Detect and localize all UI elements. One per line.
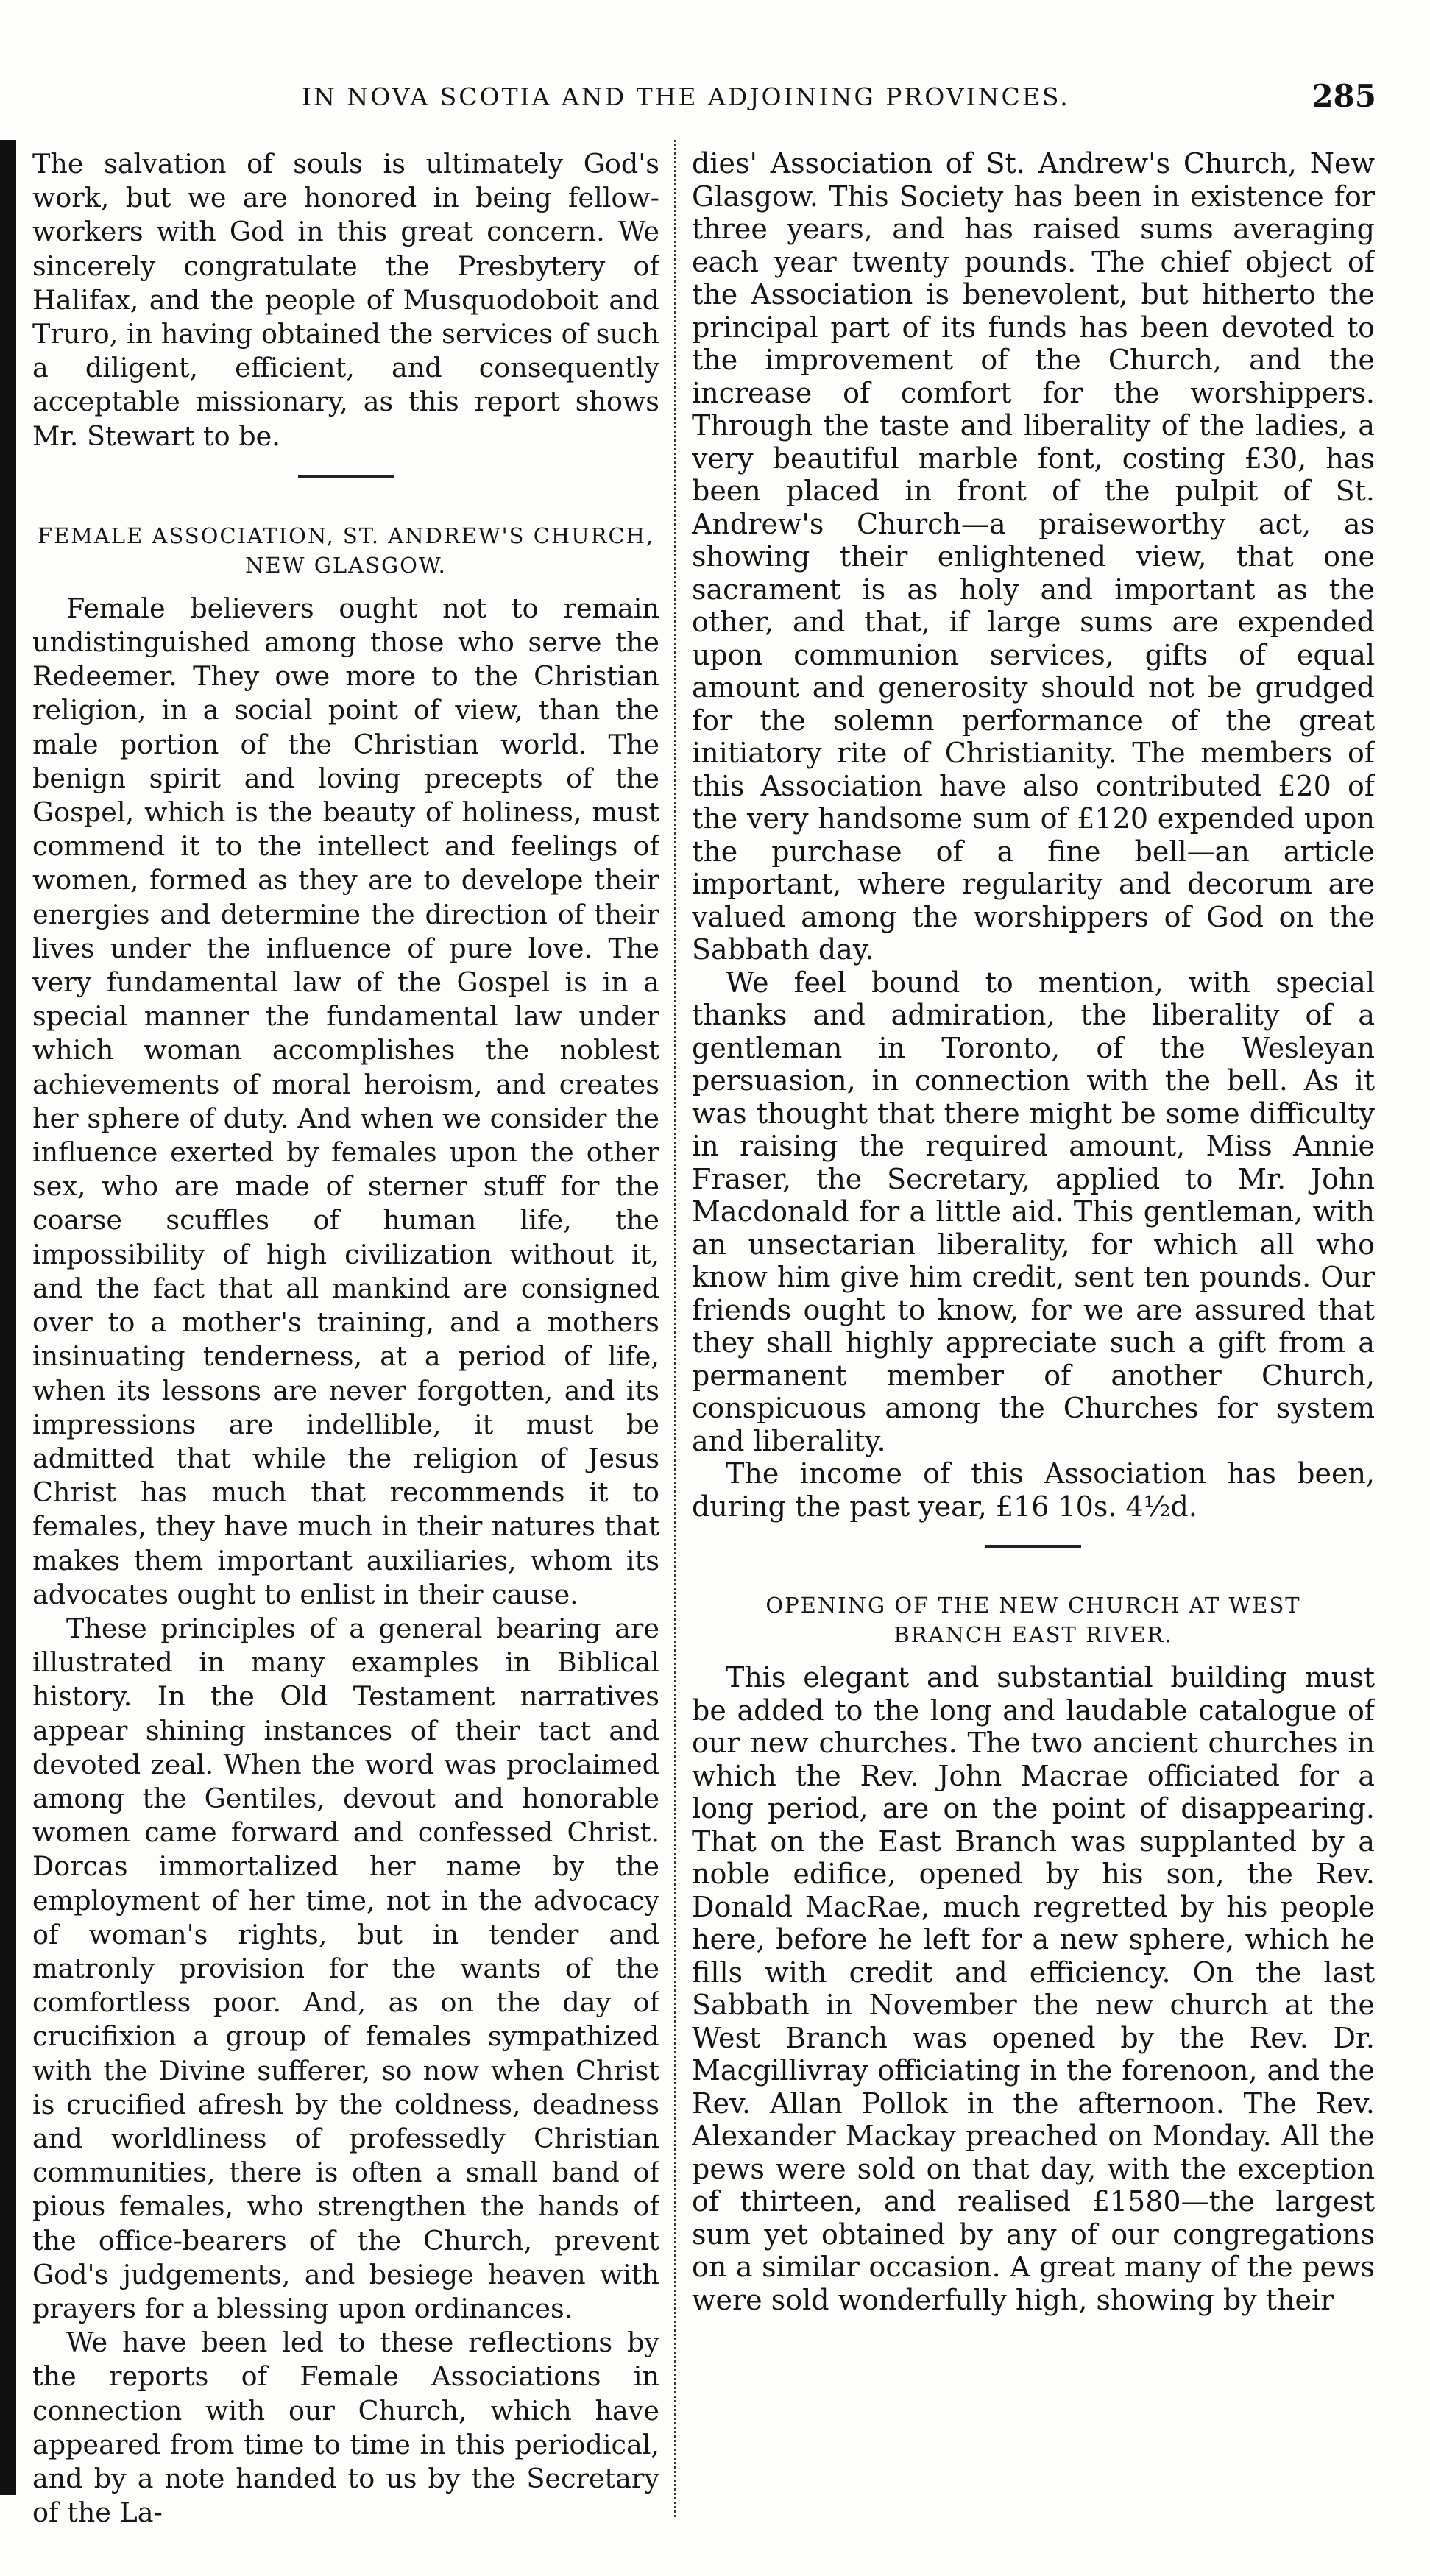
heading-line: BRANCH EAST RIVER. [893, 1622, 1173, 1647]
paragraph: This elegant and substantial building must be added to the long and laudable catalogue of our new churches. The two ancient churches in which the Rev. John Macrae officiated for a long period, are on the point of disappearing. That on the East Branch was supplanted by a noble edifice, opened by his son, the Rev. Donald MacRae, much regretted by his people here, before he left for a new sphere, which he fills with credit and efficiency. On the last Sabbath in November the new church at the West Branch was opened by the Rev. Dr. Macgillivray officiating in the forenoon, and the Rev. Allan Pollok in the afternoon. The Rev. Alexander Mackay preached on Monday. All the pews were sold on that day, with the exception of thirteen, and realised £1580—the largest sum yet obtained by any of our congregations on a similar occasion. A great many of the pews were sold wonderfully high, showing by their [692, 1661, 1375, 2316]
section-rule [985, 1545, 1081, 1548]
section-rule [298, 475, 394, 478]
paragraph: dies' Association of St. Andrew's Church, New Glasgow. This Society has been in existence for three years, and has raised sums averaging each year twenty pounds. The chief object of the Association is benevolent, but hitherto the principal part of its funds has been devoted to the improvement of the Church, and the increase of comfort for the worshippers. Through the taste and liberality of the ladies, a very beautiful marble font, costing £30, has been placed in front of the pulpit of St. Andrew's Church—a praiseworthy act, as showing their enlightened view, that one sacrament is as holy and important as the other, and that, if large sums are expended upon communion services, gifts of equal amount and generosity should not be grudged for the solemn performance of the great initiatory rite of Christianity. The members of this Association have also contributed £20 of the very handsome sum of £120 expended upon the purchase of a fine bell—an article important, where regularity and decorum are valued among the worshippers of God on the Sabbath day. [692, 147, 1375, 966]
paragraph: We have been led to these reflections by the reports of Female Associations in connection with our Church, which have appeared from time to time in this periodical, and by a note handed to us by the Secretary of the La- [32, 2326, 659, 2529]
paragraph: We feel bound to mention, with special thanks and admiration, the liberality of a gentleman in Toronto, of the Wesleyan persuasion, in connection with the bell. As it was thought that there might be some difficulty in raising the required amount, Miss Annie Fraser, the Secretary, applied to Mr. John Macdonald for a little aid. This gentleman, with an unsectarian liberality, for which all who know him give him credit, sent ten pounds. Our friends ought to know, for we are assured that they shall highly appreciate such a gift from a permanent member of another Church, conspicuous among the Churches for system and liberality. [692, 966, 1375, 1457]
paragraph: Female believers ought not to remain undistinguished among those who serve the Redeemer. They owe more to the Christian religion, in a social point of view, than the male portion of the Christian world. The benign spirit and loving precepts of the Gospel, which is the beauty of holiness, must commend it to the intellect and feelings of women, formed as they are to develope their energies and determine the direction of their lives under the influence of pure love. The very fundamental law of the Gospel is in a special manner the fundamental law under which woman accomplishes the noblest achievements of moral heroism, and creates her sphere of duty. And when we consider the influence exerted by females upon the other sex, who are made of sterner stuff for the coarse scuffles of human life, the impossibility of high civilization without it, and the fact that all mankind are consigned over to a mother's training, and a mothers insinuating tenderness, at a period of life, when its lessons are never forgotten, and its impressions are indellible, it must be admitted that while the religion of Jesus Christ has much that recommends it to females, they have much in their natures that makes them important auxiliaries, whom its advocates ought to enlist in their cause. [32, 592, 659, 1610]
page-number: 285 [1312, 78, 1376, 114]
paragraph: The salvation of souls is ultimately God's work, but we are honored in being fellow-workers with God in this great concern. We sincerely congratulate the Presbytery of Halifax, and the people of Musquodoboit and Truro, in having obtained the services of such a diligent, efficient, and consequently acceptable missionary, as this report shows Mr. Stewart to be. [32, 148, 659, 452]
paragraph: These principles of a general bearing are illustrated in many examples in Biblical history. In the Old Testament narratives appear shining instances of their tact and devoted zeal. When the word was proclaimed among the Gentiles, devout and honorable women came forward and confessed Christ. Dorcas immortalized her name by the employment of her time, not in the advocacy of woman's rights, but in tender and matronly provision for the wants of the comfortless poor. And, as on the day of crucifixion a group of females sympathized with the Divine sufferer, so now when Christ is crucified afresh by the coldness, deadness and worldliness of professedly Christian communities, there is often a small band of pious females, who strengthen the hands of the office-bearers of the Church, prevent God's judgements, and besiege heaven with prayers for a blessing upon ordinances. [32, 1612, 659, 2324]
heading-line: NEW GLASGOW. [245, 552, 447, 578]
scan-edge-bar [0, 140, 16, 2495]
column-divider [674, 140, 676, 2517]
heading-line: FEMALE ASSOCIATION, ST. ANDREW'S CHURCH, [37, 523, 655, 548]
paragraph: The income of this Association has been, during the past year, £16 10s. 4½d. [692, 1457, 1375, 1523]
page-header [221, 78, 1376, 127]
right-column [692, 147, 1375, 2547]
running-title: IN NOVA SCOTIA AND THE ADJOINING PROVINCES. [302, 82, 1070, 111]
section-heading [32, 521, 659, 580]
section-heading [692, 1590, 1375, 1649]
heading-line: OPENING OF THE NEW CHURCH AT WEST [765, 1593, 1301, 1618]
left-column [32, 147, 659, 2547]
